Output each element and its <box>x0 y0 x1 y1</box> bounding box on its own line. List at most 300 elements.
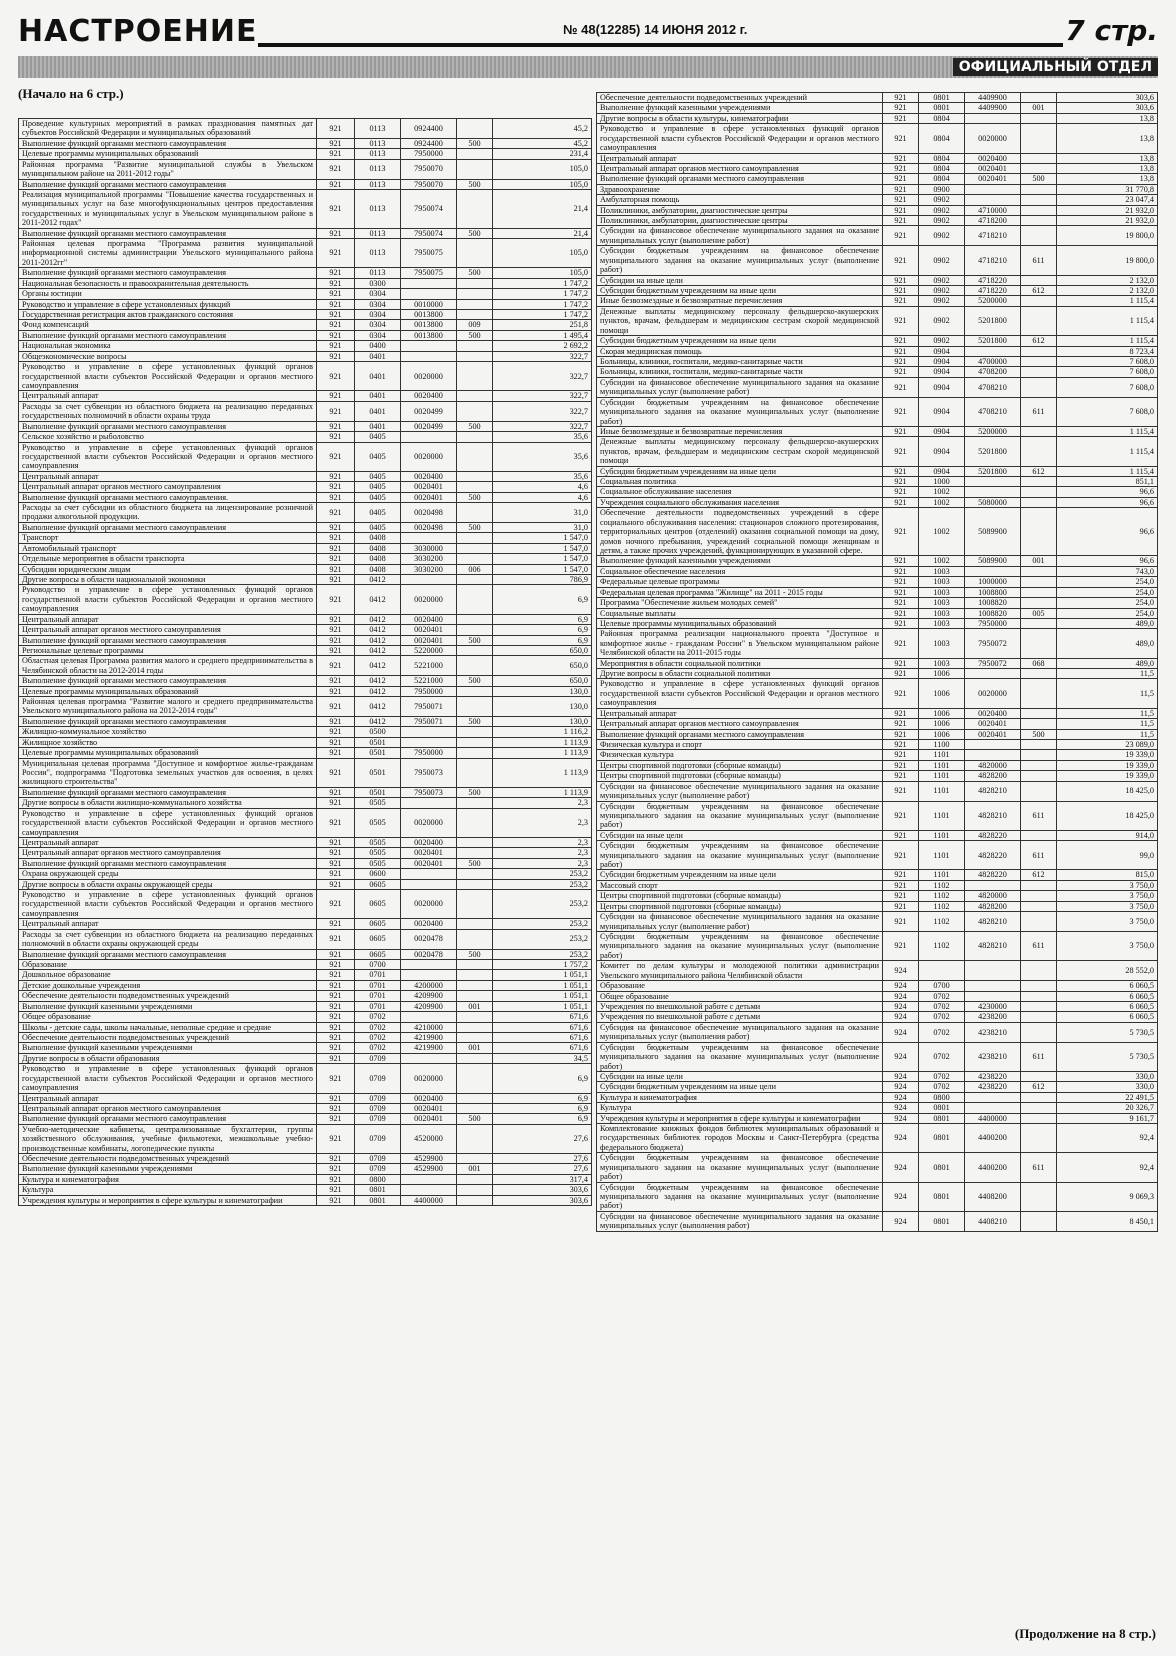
row-amount: 254,0 <box>1057 577 1158 587</box>
table-row <box>19 727 592 737</box>
row-section: 0412 <box>355 635 401 645</box>
row-ministry: 921 <box>317 330 355 340</box>
row-name: Районная программа реализации национального проекта "Доступное и комфортное жилье - гражданам России" в Увельском муниципальном районе Челябинской области на 2011-2015 годы <box>597 629 883 658</box>
row-section: 0113 <box>355 159 401 179</box>
row-amount: 2 132,0 <box>1057 286 1158 296</box>
row-ministry: 921 <box>317 645 355 655</box>
row-target: 4828220 <box>965 870 1021 880</box>
table-row <box>19 1174 592 1184</box>
row-ministry: 921 <box>317 858 355 868</box>
table-row <box>19 869 592 879</box>
row-ministry: 921 <box>883 497 919 507</box>
row-type <box>457 1154 493 1164</box>
row-amount: 105,0 <box>493 268 592 278</box>
row-amount: 251,8 <box>493 320 592 330</box>
row-ministry: 921 <box>883 679 919 708</box>
row-type <box>1021 669 1057 679</box>
row-ministry: 921 <box>317 919 355 929</box>
row-target: 0020400 <box>401 391 457 401</box>
row-name: Другие вопросы в области национальной экономики <box>19 574 317 584</box>
row-section: 0113 <box>355 228 401 238</box>
table-row <box>19 890 592 919</box>
row-amount: 99,0 <box>1057 841 1158 870</box>
row-amount: 650,0 <box>493 676 592 686</box>
row-target: 4408200 <box>965 1182 1021 1211</box>
row-type <box>1021 961 1057 981</box>
table-row <box>19 482 592 492</box>
row-section: 0304 <box>355 330 401 340</box>
row-ministry: 921 <box>317 1195 355 1205</box>
row-name: Центральный аппарат <box>19 837 317 847</box>
row-ministry: 921 <box>317 949 355 959</box>
row-amount: 3 750,0 <box>1057 891 1158 901</box>
row-name: Транспорт <box>19 533 317 543</box>
table-row <box>597 174 1158 184</box>
row-name: Выполнение функций органами местного самоуправления <box>19 949 317 959</box>
row-amount: 13,8 <box>1057 163 1158 173</box>
row-type <box>457 432 493 442</box>
row-name: Обеспечение деятельности подведомственных учреждений в сфере социального обслуживания населения: стационаров сложного протезирования, территориальных центров (отделений) оказания социальной помощи на дому, домов ночного пребывания, учреждений социальной помощи женщинам и детям, а также прочих учреждений, функционирующих в указанной сфере. <box>597 508 883 556</box>
row-type <box>457 585 493 614</box>
row-ministry: 921 <box>317 522 355 532</box>
row-name: Центры спортивной подготовки (сборные команды) <box>597 891 883 901</box>
row-amount: 92,4 <box>1057 1124 1158 1153</box>
row-ministry: 921 <box>317 351 355 361</box>
row-ministry: 921 <box>317 278 355 288</box>
row-ministry: 921 <box>883 477 919 487</box>
row-section: 0113 <box>355 119 401 139</box>
row-name: Выполнение функций органами местного самоуправления <box>19 522 317 532</box>
row-name: Субсидии бюджетным учреждениям на иные цели <box>597 870 883 880</box>
row-ministry: 921 <box>317 970 355 980</box>
row-target: 4708210 <box>965 377 1021 397</box>
row-target <box>965 961 1021 981</box>
row-amount: 1 113,9 <box>493 758 592 787</box>
row-type: 500 <box>1021 729 1057 739</box>
row-ministry: 921 <box>317 564 355 574</box>
row-type: 001 <box>457 1001 493 1011</box>
row-type <box>457 1103 493 1113</box>
row-section: 0405 <box>355 482 401 492</box>
table-row <box>19 330 592 340</box>
table-row <box>19 533 592 543</box>
table-row <box>19 697 592 717</box>
row-ministry: 921 <box>317 1043 355 1053</box>
row-target: 4230000 <box>965 1001 1021 1011</box>
row-amount: 45,2 <box>493 119 592 139</box>
row-name: Субсидии на финансовое обеспечение муниципального задания на оказание муниципальных услуг (выполнение работ) <box>597 781 883 801</box>
row-type <box>1021 1113 1057 1123</box>
row-target <box>965 981 1021 991</box>
row-section: 1002 <box>919 497 965 507</box>
row-target <box>401 970 457 980</box>
row-type <box>1021 740 1057 750</box>
row-section: 1101 <box>919 771 965 781</box>
row-amount: 786,9 <box>493 574 592 584</box>
row-ministry: 921 <box>883 912 919 932</box>
row-ministry: 921 <box>317 697 355 717</box>
row-ministry: 921 <box>883 577 919 587</box>
table-row <box>597 286 1158 296</box>
row-section: 0412 <box>355 645 401 655</box>
row-type <box>1021 508 1057 556</box>
table-row <box>597 618 1158 628</box>
row-section: 0405 <box>355 432 401 442</box>
row-name: Руководство и управление в сфере установленных функций органов государственной власти субъектов Российской Федерации и органов местного самоуправления <box>597 124 883 153</box>
row-amount: 303,6 <box>1057 103 1158 113</box>
row-name: Национальная экономика <box>19 341 317 351</box>
row-ministry: 921 <box>317 492 355 502</box>
table-row <box>597 153 1158 163</box>
row-type <box>1021 577 1057 587</box>
row-target: 0020400 <box>401 614 457 624</box>
row-type <box>457 119 493 139</box>
row-ministry: 921 <box>883 306 919 335</box>
row-name: Другие вопросы в области жилищно-коммунального хозяйства <box>19 798 317 808</box>
row-amount: 1 115,4 <box>1057 466 1158 476</box>
row-section: 0501 <box>355 787 401 797</box>
row-type: 006 <box>457 564 493 574</box>
row-target <box>401 869 457 879</box>
row-target: 4718220 <box>965 275 1021 285</box>
row-type <box>457 980 493 990</box>
row-target: 0020401 <box>401 625 457 635</box>
row-target: 3030200 <box>401 554 457 564</box>
row-name: Выполнение функций казенными учреждениями <box>19 1043 317 1053</box>
table-row <box>19 432 592 442</box>
table-row <box>19 858 592 868</box>
row-section: 0405 <box>355 471 401 481</box>
row-type <box>457 159 493 179</box>
table-row <box>19 758 592 787</box>
row-section: 0709 <box>355 1154 401 1164</box>
table-row <box>597 1082 1158 1092</box>
row-type <box>457 554 493 564</box>
row-target: 5080000 <box>965 497 1021 507</box>
table-row <box>19 585 592 614</box>
row-target: 4718210 <box>965 226 1021 246</box>
row-name: Выполнение функций органами местного самоуправления <box>19 635 317 645</box>
row-name: Выполнение функций казенными учреждениями <box>597 103 883 113</box>
row-ministry: 921 <box>317 543 355 553</box>
row-section: 1003 <box>919 577 965 587</box>
row-name: Субсидии бюджетным учреждениям на финансовое обеспечение муниципального задания на оказание муниципальных услуг (выполнение работ) <box>597 841 883 870</box>
row-target: 1000000 <box>965 577 1021 587</box>
row-section: 1003 <box>919 587 965 597</box>
table-row <box>597 346 1158 356</box>
row-type <box>457 351 493 361</box>
row-section: 0412 <box>355 716 401 726</box>
row-amount: 650,0 <box>493 656 592 676</box>
row-type <box>1021 226 1057 246</box>
row-type <box>1021 618 1057 628</box>
newspaper-title: НАСТРОЕНИЕ <box>18 14 258 49</box>
row-amount: 1 115,4 <box>1057 426 1158 436</box>
row-amount: 2,3 <box>493 848 592 858</box>
row-target: 4828210 <box>965 932 1021 961</box>
table-row <box>597 801 1158 830</box>
row-section: 0405 <box>355 522 401 532</box>
row-section: 0401 <box>355 391 401 401</box>
row-type <box>457 1064 493 1093</box>
row-target: 4409900 <box>965 93 1021 103</box>
row-ministry: 921 <box>317 149 355 159</box>
row-target: 4828220 <box>965 841 1021 870</box>
row-target: 4718200 <box>965 216 1021 226</box>
row-name: Субсидии бюджетным учреждениям на иные цели <box>597 286 883 296</box>
table-row <box>19 1164 592 1174</box>
row-ministry: 921 <box>317 320 355 330</box>
row-type <box>457 341 493 351</box>
row-type <box>1021 93 1057 103</box>
row-amount: 31 770,8 <box>1057 184 1158 194</box>
row-target: 1008800 <box>965 587 1021 597</box>
row-name: Выполнение функций органами местного самоуправления <box>19 138 317 148</box>
row-type <box>1021 296 1057 306</box>
row-amount: 3 750,0 <box>1057 912 1158 932</box>
row-section: 0405 <box>355 492 401 502</box>
table-row <box>597 880 1158 890</box>
row-target: 0020000 <box>401 442 457 471</box>
row-ministry: 921 <box>317 432 355 442</box>
table-row <box>597 991 1158 1001</box>
row-type <box>1021 275 1057 285</box>
row-amount: 1 547,0 <box>493 543 592 553</box>
row-type <box>457 748 493 758</box>
row-name: Руководство и управление в сфере установленных функций органов государственной власти субъектов Российской Федерации и органов местного самоуправления <box>19 890 317 919</box>
row-target <box>401 341 457 351</box>
row-amount: 19 339,0 <box>1057 771 1158 781</box>
row-section: 0702 <box>919 1071 965 1081</box>
row-ministry: 924 <box>883 1182 919 1211</box>
row-type <box>1021 184 1057 194</box>
table-row <box>597 708 1158 718</box>
row-name: Руководство и управление в сфере установленных функций органов государственной власти субъектов Российской Федерации и органов местного самоуправления <box>597 679 883 708</box>
row-type <box>1021 587 1057 597</box>
table-row <box>597 771 1158 781</box>
row-name: Субсидия на финансовое обеспечение муниципального задания на оказание муниципальных услуг (выполнения работ) <box>597 1022 883 1042</box>
row-type <box>1021 598 1057 608</box>
row-ministry: 921 <box>317 482 355 492</box>
row-ministry: 921 <box>883 163 919 173</box>
row-type: 068 <box>1021 658 1057 668</box>
row-ministry: 921 <box>317 625 355 635</box>
row-target: 4219900 <box>401 1043 457 1053</box>
row-type <box>457 758 493 787</box>
row-section: 0408 <box>355 543 401 553</box>
row-name: Выполнение функций органами местного самоуправления <box>19 787 317 797</box>
row-type <box>1021 1022 1057 1042</box>
row-ministry: 921 <box>883 195 919 205</box>
table-row <box>19 879 592 889</box>
table-row <box>597 1012 1158 1022</box>
table-row <box>597 608 1158 618</box>
row-type: 611 <box>1021 801 1057 830</box>
table-row <box>597 275 1158 285</box>
row-name: Другие вопросы в области образования <box>19 1053 317 1063</box>
row-ministry: 921 <box>883 356 919 366</box>
row-type <box>457 697 493 717</box>
row-ministry: 924 <box>883 1082 919 1092</box>
table-row <box>19 808 592 837</box>
row-amount: 650,0 <box>493 645 592 655</box>
row-name: Субсидии бюджетным учреждениям на финансовое обеспечение муниципального задания на оказание муниципальных услуг (выполнение работ) <box>597 932 883 961</box>
row-section: 0412 <box>355 697 401 717</box>
row-name: Расходы за счет субсидии из областного бюджета на лицензирование розничной продажи алкогольной продукции. <box>19 503 317 523</box>
row-amount: 303,6 <box>1057 93 1158 103</box>
row-type <box>457 798 493 808</box>
row-amount: 1 115,4 <box>1057 306 1158 335</box>
row-name: Центральный аппарат органов местного самоуправления <box>19 625 317 635</box>
row-target: 4209900 <box>401 991 457 1001</box>
row-section: 1101 <box>919 750 965 760</box>
row-section: 0801 <box>919 1103 965 1113</box>
budget-table-right <box>596 92 1158 1232</box>
row-amount: 303,6 <box>493 1185 592 1195</box>
row-ministry: 921 <box>883 397 919 426</box>
row-name: Районная целевая программа "Развитие малого и среднего предпринимательства Увельского муниципального района на 2012-2014 годы" <box>19 697 317 717</box>
row-section: 0605 <box>355 879 401 889</box>
table-row <box>597 1092 1158 1102</box>
row-target <box>401 1185 457 1195</box>
row-section: 0113 <box>355 179 401 189</box>
row-type <box>1021 477 1057 487</box>
row-ministry: 921 <box>317 676 355 686</box>
row-amount: 914,0 <box>1057 830 1158 840</box>
table-row <box>19 138 592 148</box>
row-name: Субсидии на иные цели <box>597 830 883 840</box>
row-amount: 45,2 <box>493 138 592 148</box>
row-ministry: 921 <box>317 310 355 320</box>
row-amount: 322,7 <box>493 401 592 421</box>
table-row <box>19 1195 592 1205</box>
row-section: 0902 <box>919 246 965 275</box>
row-type: 612 <box>1021 1082 1057 1092</box>
row-type <box>457 614 493 624</box>
row-type <box>1021 153 1057 163</box>
row-type: 500 <box>457 138 493 148</box>
row-target: 7950000 <box>401 686 457 696</box>
table-row <box>597 901 1158 911</box>
row-amount: 7 608,0 <box>1057 356 1158 366</box>
row-target: 0020401 <box>965 729 1021 739</box>
row-target: 4210000 <box>401 1022 457 1032</box>
row-type <box>457 533 493 543</box>
row-amount: 330,0 <box>1057 1071 1158 1081</box>
row-type <box>457 656 493 676</box>
row-ministry: 921 <box>317 758 355 787</box>
row-target: 4820000 <box>965 891 1021 901</box>
row-target <box>965 195 1021 205</box>
row-section: 1006 <box>919 729 965 739</box>
row-name: Социальное обеспечение населения <box>597 566 883 576</box>
row-ministry: 921 <box>883 658 919 668</box>
row-section: 0505 <box>355 837 401 847</box>
row-name: Школы - детские сады, школы начальные, неполные средние и средние <box>19 1022 317 1032</box>
page-header <box>18 14 1158 48</box>
row-type <box>1021 708 1057 718</box>
table-row <box>19 716 592 726</box>
table-row <box>597 1103 1158 1113</box>
row-name: Национальная безопасность и правоохранительная деятельность <box>19 278 317 288</box>
row-ministry: 921 <box>883 103 919 113</box>
table-row <box>19 362 592 391</box>
row-type <box>457 289 493 299</box>
row-target <box>965 740 1021 750</box>
row-target: 0020401 <box>965 174 1021 184</box>
row-amount: 4,6 <box>493 492 592 502</box>
row-section: 0801 <box>919 1113 965 1123</box>
table-row <box>19 676 592 686</box>
row-amount: 96,6 <box>1057 497 1158 507</box>
row-amount: 11,5 <box>1057 719 1158 729</box>
row-amount: 1 757,2 <box>493 960 592 970</box>
row-ministry: 921 <box>883 184 919 194</box>
row-ministry: 921 <box>317 179 355 189</box>
row-amount: 11,5 <box>1057 708 1158 718</box>
row-target: 7950074 <box>401 189 457 228</box>
row-section: 0702 <box>355 1012 401 1022</box>
row-target: 1008820 <box>965 598 1021 608</box>
row-target: 5220000 <box>401 645 457 655</box>
row-amount: 489,0 <box>1057 629 1158 658</box>
row-type <box>457 574 493 584</box>
row-ministry: 921 <box>317 991 355 1001</box>
row-ministry: 921 <box>317 635 355 645</box>
row-amount: 671,6 <box>493 1022 592 1032</box>
table-row <box>19 289 592 299</box>
row-section: 0405 <box>355 442 401 471</box>
row-target: 4828200 <box>965 771 1021 781</box>
row-name: Выполнение функций казенными учреждениями <box>19 1164 317 1174</box>
table-row <box>19 960 592 970</box>
table-row <box>597 669 1158 679</box>
table-row <box>597 566 1158 576</box>
row-amount: 105,0 <box>493 159 592 179</box>
row-name: Субсидии на финансовое обеспечение муниципального задания на оказание муниципальных услуг (выполнение работ) <box>597 226 883 246</box>
row-amount: 253,2 <box>493 949 592 959</box>
row-section: 0801 <box>919 93 965 103</box>
row-target: 5201800 <box>965 466 1021 476</box>
row-name: Учреждения по внешкольной работе с детьми <box>597 1012 883 1022</box>
row-section: 0709 <box>355 1064 401 1093</box>
row-name: Общее образование <box>19 1012 317 1022</box>
row-target: 0020401 <box>965 719 1021 729</box>
row-ministry: 921 <box>317 1124 355 1153</box>
row-type <box>457 686 493 696</box>
row-amount: 9 161,7 <box>1057 1113 1158 1123</box>
row-name: Выполнение функций органами местного самоуправления <box>19 330 317 340</box>
row-ministry: 921 <box>317 189 355 228</box>
row-name: Руководство и управление в сфере установленных функций <box>19 299 317 309</box>
row-target <box>965 1092 1021 1102</box>
row-section: 1002 <box>919 487 965 497</box>
row-section: 1101 <box>919 781 965 801</box>
row-amount: 2 692,2 <box>493 341 592 351</box>
header-rule <box>258 43 1063 47</box>
row-type: 500 <box>457 1114 493 1124</box>
row-amount: 5 730,5 <box>1057 1022 1158 1042</box>
row-name: Поликлиники, амбулатории, диагностические центры <box>597 216 883 226</box>
row-section: 0304 <box>355 289 401 299</box>
table-row <box>19 837 592 847</box>
row-section: 1002 <box>919 508 965 556</box>
row-name: Обеспечение деятельности подведомственных учреждений <box>19 991 317 1001</box>
row-target: 7950070 <box>401 179 457 189</box>
row-type <box>457 1012 493 1022</box>
row-name: Субсидии бюджетным учреждениям на финансовое обеспечение муниципального задания на оказание муниципальных услуг (выполнение работ) <box>597 1153 883 1182</box>
row-amount: 28 552,0 <box>1057 961 1158 981</box>
